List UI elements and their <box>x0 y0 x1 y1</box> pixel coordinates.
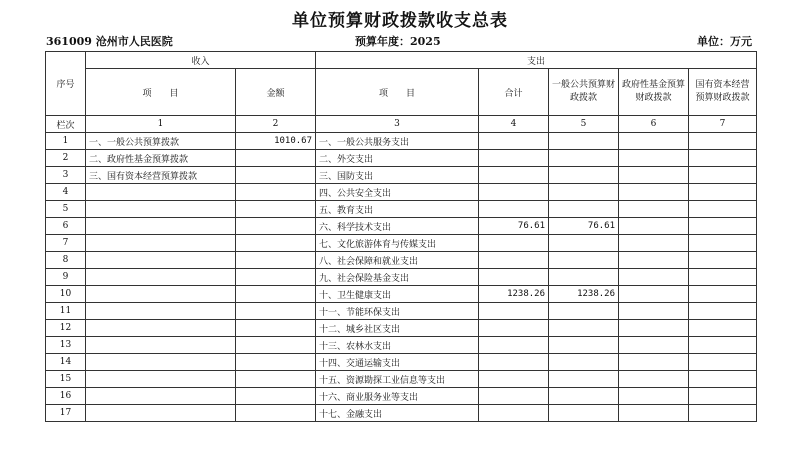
expense-item-header: 项 目 <box>316 69 479 116</box>
income-item-header: 项 目 <box>86 69 236 116</box>
income-item-cell <box>86 218 236 235</box>
total-cell <box>479 184 549 201</box>
state-capital-cell <box>689 388 757 405</box>
general-budget-cell <box>549 184 619 201</box>
table-row <box>46 320 757 337</box>
income-item-cell <box>86 286 236 303</box>
total-cell <box>479 167 549 184</box>
income-item-cell: 二、政府性基金预算拨款 <box>86 150 236 167</box>
seq-cell: 6 <box>46 218 86 235</box>
income-item-cell <box>86 184 236 201</box>
seq-cell: 13 <box>46 337 86 354</box>
income-item-cell <box>86 388 236 405</box>
general-budget-cell <box>549 320 619 337</box>
total-cell: 1238.26 <box>479 286 549 303</box>
total-cell <box>479 405 549 422</box>
unit-code-name: 361009 沧州市人民医院 <box>46 35 173 48</box>
general-budget-cell <box>549 354 619 371</box>
gov-fund-cell <box>619 337 689 354</box>
expense-item-cell: 二、外交支出 <box>316 150 479 167</box>
income-item-cell <box>86 320 236 337</box>
expense-item-cell: 四、公共安全支出 <box>316 184 479 201</box>
state-capital-cell <box>689 167 757 184</box>
total-cell <box>479 320 549 337</box>
income-amount-cell <box>236 269 316 286</box>
income-amount-cell <box>236 354 316 371</box>
income-amount-cell <box>236 405 316 422</box>
table-row <box>46 184 757 201</box>
seq-cell: 5 <box>46 201 86 218</box>
general-budget-cell <box>549 303 619 320</box>
gov-fund-cell <box>619 201 689 218</box>
total-cell <box>479 235 549 252</box>
col-num: 1 <box>86 116 236 133</box>
gov-fund-cell <box>619 184 689 201</box>
income-item-cell <box>86 235 236 252</box>
table-row <box>46 269 757 286</box>
general-budget-cell <box>549 150 619 167</box>
state-capital-header: 国有资本经营预算财政拨款 <box>689 69 757 116</box>
page-title: 单位预算财政拨款收支总表 <box>292 11 508 31</box>
expense-item-cell: 六、科学技术支出 <box>316 218 479 235</box>
gov-fund-cell <box>619 235 689 252</box>
general-budget-header: 一般公共预算财政拨款 <box>549 69 619 116</box>
income-item-cell: 一、一般公共预算拨款 <box>86 133 236 150</box>
state-capital-cell <box>689 303 757 320</box>
gov-fund-header: 政府性基金预算财政拨款 <box>619 69 689 116</box>
table-row <box>46 388 757 405</box>
gov-fund-cell <box>619 405 689 422</box>
table-row <box>46 167 757 184</box>
income-item-cell <box>86 354 236 371</box>
income-amount-cell <box>236 286 316 303</box>
state-capital-cell <box>689 201 757 218</box>
gov-fund-cell <box>619 133 689 150</box>
seq-cell: 12 <box>46 320 86 337</box>
general-budget-cell <box>549 269 619 286</box>
expense-item-cell: 十一、节能环保支出 <box>316 303 479 320</box>
expense-item-cell: 八、社会保障和就业支出 <box>316 252 479 269</box>
expense-item-cell: 十、卫生健康支出 <box>316 286 479 303</box>
expense-item-cell: 十五、资源勘探工业信息等支出 <box>316 371 479 388</box>
seq-cell: 16 <box>46 388 86 405</box>
general-budget-cell <box>549 201 619 218</box>
gov-fund-cell <box>619 286 689 303</box>
seq-cell: 3 <box>46 167 86 184</box>
seq-cell: 4 <box>46 184 86 201</box>
col-num: 5 <box>549 116 619 133</box>
state-capital-cell <box>689 371 757 388</box>
income-item-cell: 三、国有资本经营预算拨款 <box>86 167 236 184</box>
seq-cell: 1 <box>46 133 86 150</box>
table-row <box>46 150 757 167</box>
expense-item-cell: 十四、交通运输支出 <box>316 354 479 371</box>
income-amount-cell <box>236 388 316 405</box>
general-budget-cell <box>549 337 619 354</box>
budget-year: 预算年度：2025 <box>355 35 441 48</box>
table-row <box>46 337 757 354</box>
table-row <box>46 252 757 269</box>
income-amount-cell <box>236 167 316 184</box>
gov-fund-cell <box>619 218 689 235</box>
total-cell <box>479 354 549 371</box>
col-num: 2 <box>236 116 316 133</box>
table-row <box>46 218 757 235</box>
general-budget-cell <box>549 371 619 388</box>
state-capital-cell <box>689 184 757 201</box>
seq-cell: 9 <box>46 269 86 286</box>
seq-header: 序号 <box>46 52 86 116</box>
gov-fund-cell <box>619 167 689 184</box>
income-amount-header: 金额 <box>236 69 316 116</box>
income-amount-cell <box>236 337 316 354</box>
table-row <box>46 303 757 320</box>
gov-fund-cell <box>619 371 689 388</box>
state-capital-cell <box>689 286 757 303</box>
income-amount-cell <box>236 184 316 201</box>
income-amount-cell <box>236 303 316 320</box>
expense-item-cell: 十六、商业服务业等支出 <box>316 388 479 405</box>
total-cell <box>479 371 549 388</box>
income-amount-cell <box>236 150 316 167</box>
col-label: 栏次 <box>46 116 86 133</box>
expense-item-cell: 九、社会保险基金支出 <box>316 269 479 286</box>
unit-label: 单位：万元 <box>697 35 752 48</box>
gov-fund-cell <box>619 150 689 167</box>
income-amount-cell: 1010.67 <box>236 133 316 150</box>
seq-cell: 8 <box>46 252 86 269</box>
total-cell <box>479 269 549 286</box>
expense-item-cell: 十七、金融支出 <box>316 405 479 422</box>
income-amount-cell <box>236 201 316 218</box>
state-capital-cell <box>689 150 757 167</box>
state-capital-cell <box>689 405 757 422</box>
expense-item-cell: 三、国防支出 <box>316 167 479 184</box>
gov-fund-cell <box>619 269 689 286</box>
gov-fund-cell <box>619 388 689 405</box>
total-cell <box>479 303 549 320</box>
state-capital-cell <box>689 218 757 235</box>
col-num: 6 <box>619 116 689 133</box>
income-item-cell <box>86 371 236 388</box>
seq-cell: 2 <box>46 150 86 167</box>
budget-table <box>45 51 757 422</box>
state-capital-cell <box>689 354 757 371</box>
col-num: 4 <box>479 116 549 133</box>
col-num: 3 <box>316 116 479 133</box>
expense-item-cell: 五、教育支出 <box>316 201 479 218</box>
income-amount-cell <box>236 218 316 235</box>
total-cell <box>479 252 549 269</box>
general-budget-cell: 1238.26 <box>549 286 619 303</box>
table-row <box>46 235 757 252</box>
total-cell <box>479 201 549 218</box>
income-amount-cell <box>236 235 316 252</box>
seq-cell: 17 <box>46 405 86 422</box>
general-budget-cell <box>549 133 619 150</box>
gov-fund-cell <box>619 303 689 320</box>
seq-cell: 11 <box>46 303 86 320</box>
state-capital-cell <box>689 337 757 354</box>
general-budget-cell <box>549 235 619 252</box>
total-cell <box>479 388 549 405</box>
income-item-cell <box>86 201 236 218</box>
income-item-cell <box>86 303 236 320</box>
expense-item-cell: 一、一般公共服务支出 <box>316 133 479 150</box>
table-row <box>46 354 757 371</box>
income-amount-cell <box>236 320 316 337</box>
expense-group-header: 支出 <box>316 52 757 69</box>
gov-fund-cell <box>619 354 689 371</box>
total-cell <box>479 150 549 167</box>
seq-cell: 15 <box>46 371 86 388</box>
seq-cell: 14 <box>46 354 86 371</box>
income-group-header: 收入 <box>86 52 316 69</box>
income-item-cell <box>86 269 236 286</box>
income-item-cell <box>86 405 236 422</box>
total-cell <box>479 337 549 354</box>
general-budget-cell <box>549 252 619 269</box>
table-row <box>46 405 757 422</box>
general-budget-cell: 76.61 <box>549 218 619 235</box>
col-num: 7 <box>689 116 757 133</box>
seq-cell: 10 <box>46 286 86 303</box>
gov-fund-cell <box>619 252 689 269</box>
state-capital-cell <box>689 269 757 286</box>
seq-cell: 7 <box>46 235 86 252</box>
state-capital-cell <box>689 133 757 150</box>
total-header: 合计 <box>479 69 549 116</box>
total-cell <box>479 133 549 150</box>
income-amount-cell <box>236 252 316 269</box>
expense-item-cell: 十三、农林水支出 <box>316 337 479 354</box>
state-capital-cell <box>689 320 757 337</box>
table-row <box>46 201 757 218</box>
gov-fund-cell <box>619 320 689 337</box>
total-cell: 76.61 <box>479 218 549 235</box>
general-budget-cell <box>549 388 619 405</box>
state-capital-cell <box>689 235 757 252</box>
income-item-cell <box>86 252 236 269</box>
income-item-cell <box>86 337 236 354</box>
general-budget-cell <box>549 167 619 184</box>
income-amount-cell <box>236 371 316 388</box>
state-capital-cell <box>689 252 757 269</box>
general-budget-cell <box>549 405 619 422</box>
table-row <box>46 286 757 303</box>
table-row <box>46 371 757 388</box>
expense-item-cell: 七、文化旅游体育与传媒支出 <box>316 235 479 252</box>
expense-item-cell: 十二、城乡社区支出 <box>316 320 479 337</box>
table-row <box>46 133 757 150</box>
